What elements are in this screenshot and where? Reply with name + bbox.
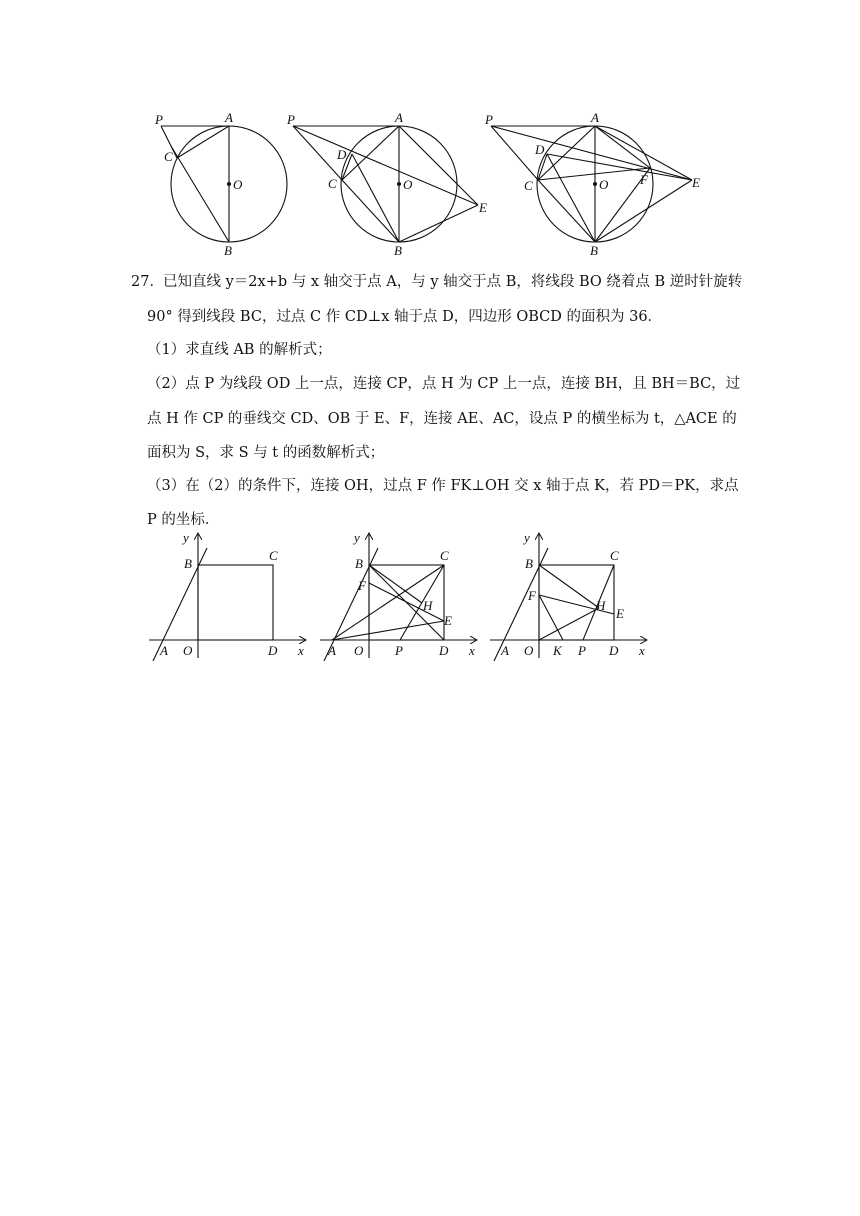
label-o: O [524, 643, 534, 658]
label-d: D [609, 643, 619, 658]
label-b: B [355, 556, 363, 571]
label-c: C [164, 149, 173, 164]
label-y: y [183, 530, 189, 545]
part1-text: （1）求直线 AB 的解析式； [147, 342, 332, 358]
label-e: E [479, 200, 487, 215]
label-b: B [184, 556, 192, 571]
label-c: C [269, 548, 278, 563]
label-y: y [354, 530, 360, 545]
label-a: A [160, 643, 168, 658]
label-b: B [224, 243, 232, 258]
label-c: C [440, 548, 449, 563]
segment-pe [491, 126, 692, 180]
label-p: P [578, 643, 586, 658]
label-o: O [599, 177, 609, 192]
label-a: A [591, 110, 599, 125]
label-p: P [395, 643, 403, 658]
problem-stem-line2: 90° 得到线段 BC，过点 C 作 CD⊥x 轴于点 D，四边形 OBCD 的面积为 36． [147, 309, 663, 325]
segment-be [595, 180, 692, 242]
label-f: F [528, 588, 536, 603]
center-dot [227, 182, 231, 186]
segment-be [399, 205, 478, 242]
label-x: x [469, 643, 475, 658]
label-o: O [183, 643, 193, 658]
label-p: P [485, 112, 493, 127]
center-dot [397, 182, 401, 186]
label-e: E [692, 175, 700, 190]
segment-ac [177, 126, 229, 158]
label-b: B [525, 556, 533, 571]
top-figure-1 [150, 108, 295, 258]
segment-pc [491, 126, 538, 180]
label-y: y [524, 530, 530, 545]
label-x: x [298, 643, 304, 658]
label-a: A [395, 110, 403, 125]
label-p: P [155, 112, 163, 127]
label-x: x [639, 643, 645, 658]
label-c: C [328, 176, 337, 191]
bottom-figure-3 [486, 528, 656, 663]
square-obcd [198, 565, 273, 640]
bottom-figure-2 [316, 528, 486, 663]
center-dot [593, 182, 597, 186]
label-b: B [590, 243, 598, 258]
label-a: A [225, 110, 233, 125]
label-c: C [610, 548, 619, 563]
label-o: O [403, 177, 413, 192]
label-e: E [616, 606, 624, 621]
label-d: D [337, 147, 347, 162]
part2-text-line2: 点 H 作 CP 的垂线交 CD、OB 于 E、F，连接 AE、AC，设点 P 的横坐标为 t，△ACE 的 [147, 411, 737, 427]
label-b: B [394, 243, 402, 258]
label-h: H [423, 598, 433, 613]
label-c: C [524, 178, 533, 193]
segment-pe [293, 126, 478, 205]
label-f: F [640, 172, 648, 187]
part2-text-line1: （2）点 P 为线段 OD 上一点，连接 CP，点 H 为 CP 上一点，连接 BH，且 BH＝BC，过 [147, 376, 741, 392]
label-a: A [328, 643, 336, 658]
part3-text-line1: （3）在（2）的条件下，连接 OH，过点 F 作 FK⊥OH 交 x 轴于点 K，若 PD＝PK，求点 [147, 478, 739, 494]
segment-bh [539, 565, 599, 608]
label-d: D [439, 643, 449, 658]
segment-ae [399, 126, 478, 205]
bottom-figure-1 [145, 528, 315, 663]
label-e: E [444, 613, 452, 628]
label-f: F [358, 578, 366, 593]
top-figure-3 [480, 108, 710, 258]
segment-pb [547, 154, 692, 180]
problem-stem-line1: 已知直线 y＝2x+b 与 x 轴交于点 A，与 y 轴交于点 B，将线段 BO 绕着点 B 逆时针旋转 [163, 274, 743, 290]
label-p: P [287, 112, 295, 127]
label-d: D [535, 142, 545, 157]
label-k: K [553, 643, 562, 658]
label-o: O [233, 177, 243, 192]
label-h: H [596, 598, 606, 613]
segment-cb [171, 146, 229, 242]
part2-text-line3: 面积为 S，求 S 与 t 的函数解析式； [147, 445, 385, 461]
segment-pc [293, 126, 342, 180]
label-a: A [501, 643, 509, 658]
problem-number: 27． [131, 274, 164, 290]
top-figure-2 [282, 108, 492, 258]
label-d: D [268, 643, 278, 658]
label-o: O [354, 643, 364, 658]
part3-text-line2: P 的坐标． [147, 512, 220, 528]
